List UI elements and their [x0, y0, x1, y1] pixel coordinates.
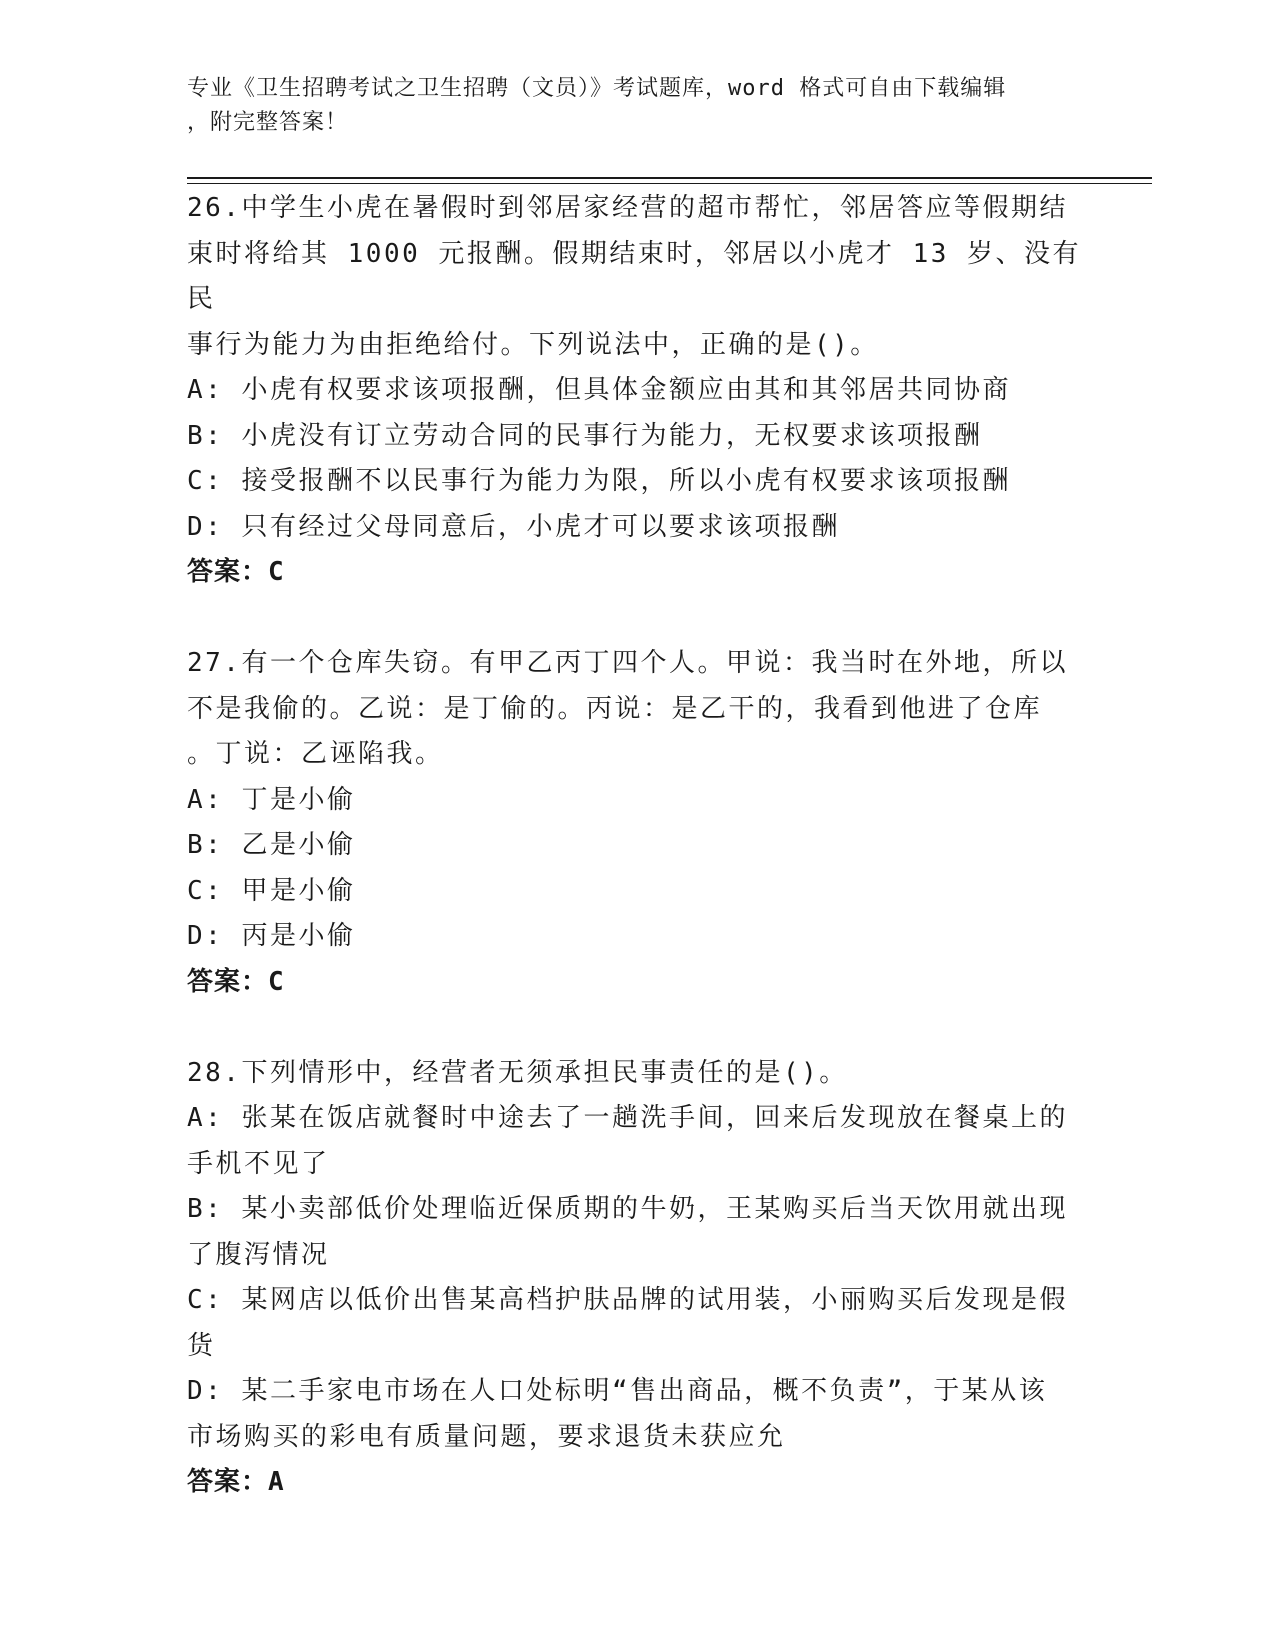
option-d: D: 丙是小偷	[187, 921, 356, 951]
option-b: B: 乙是小偷	[187, 830, 356, 860]
answer-value: A	[268, 1467, 285, 1497]
answer	[187, 1460, 1087, 1506]
option-a-line: A: 张某在饭店就餐时中途去了一趟洗手间，回来后发现放在餐桌上的	[187, 1103, 1068, 1133]
document-header: 专业《卫生招聘考试之卫生招聘（文员）》考试题库，word 格式可自由下载编辑 ，附完整答案！	[187, 76, 1007, 135]
answer-label: 答案：	[187, 557, 269, 587]
answer-label: 答案：	[187, 966, 269, 997]
option-d: D: 只有经过父母同意后，小虎才可以要求该项报酬	[187, 511, 840, 542]
option-b-line: B: 某小卖部低价处理临近保质期的牛奶，王某购买后当天饮用就出现	[187, 1194, 1068, 1224]
question-stem-line: 。丁说：乙诬陷我。	[187, 739, 444, 769]
question-26	[187, 186, 1087, 596]
option-a: A: 小虎有权要求该项报酬，但具体金额应由其和其邻居共同协商	[187, 375, 1011, 405]
answer	[187, 550, 1087, 596]
question-stem-line: 不是我偷的。乙说：是丁偷的。丙说：是乙干的，我看到他进了仓库	[187, 693, 1043, 724]
question-stem-line: 28.下列情形中，经营者无须承担民事责任的是()。	[187, 1057, 848, 1088]
question-list	[187, 186, 1087, 1506]
option-c-line: C: 某网店以低价出售某高档护肤品牌的试用装，小丽购买后发现是假	[187, 1285, 1068, 1315]
answer-value: C	[268, 557, 285, 587]
question-28	[187, 1051, 1087, 1506]
header-divider-thick	[187, 177, 1152, 179]
question-stem-line: 束时将给其 1000 元报酬。假期结束时，邻居以小虎才 13 岁、没有民	[187, 238, 1082, 314]
answer-label: 答案：	[187, 1467, 269, 1497]
question-gap	[187, 596, 1087, 642]
question-gap	[187, 1005, 1087, 1051]
answer-value: C	[268, 966, 285, 997]
header-divider-thin	[187, 183, 1152, 184]
question-stem-line: 事行为能力为由拒绝给付。下列说法中，正确的是()。	[187, 329, 879, 360]
option-c: C: 甲是小偷	[187, 875, 356, 906]
option-d-line: 市场购买的彩电有质量问题，要求退货未获应允	[187, 1421, 786, 1452]
question-27	[187, 641, 1087, 1005]
option-c: C: 接受报酬不以民事行为能力为限，所以小虎有权要求该项报酬	[187, 466, 1011, 496]
option-a: A: 丁是小偷	[187, 784, 356, 815]
option-b-line: 了腹泻情况	[187, 1239, 330, 1270]
question-stem-line: 27.有一个仓库失窃。有甲乙丙丁四个人。甲说：我当时在外地，所以	[187, 648, 1068, 678]
option-a-line: 手机不见了	[187, 1148, 330, 1179]
question-stem-line: 26.中学生小虎在暑假时到邻居家经营的超市帮忙，邻居答应等假期结	[187, 193, 1068, 223]
option-d-line: D: 某二手家电市场在人口处标明“售出商品，概不负责”，于某从该	[187, 1376, 1048, 1406]
answer	[187, 960, 1087, 1006]
option-b: B: 小虎没有订立劳动合同的民事行为能力，无权要求该项报酬	[187, 420, 983, 451]
option-c-line: 货	[187, 1330, 216, 1361]
